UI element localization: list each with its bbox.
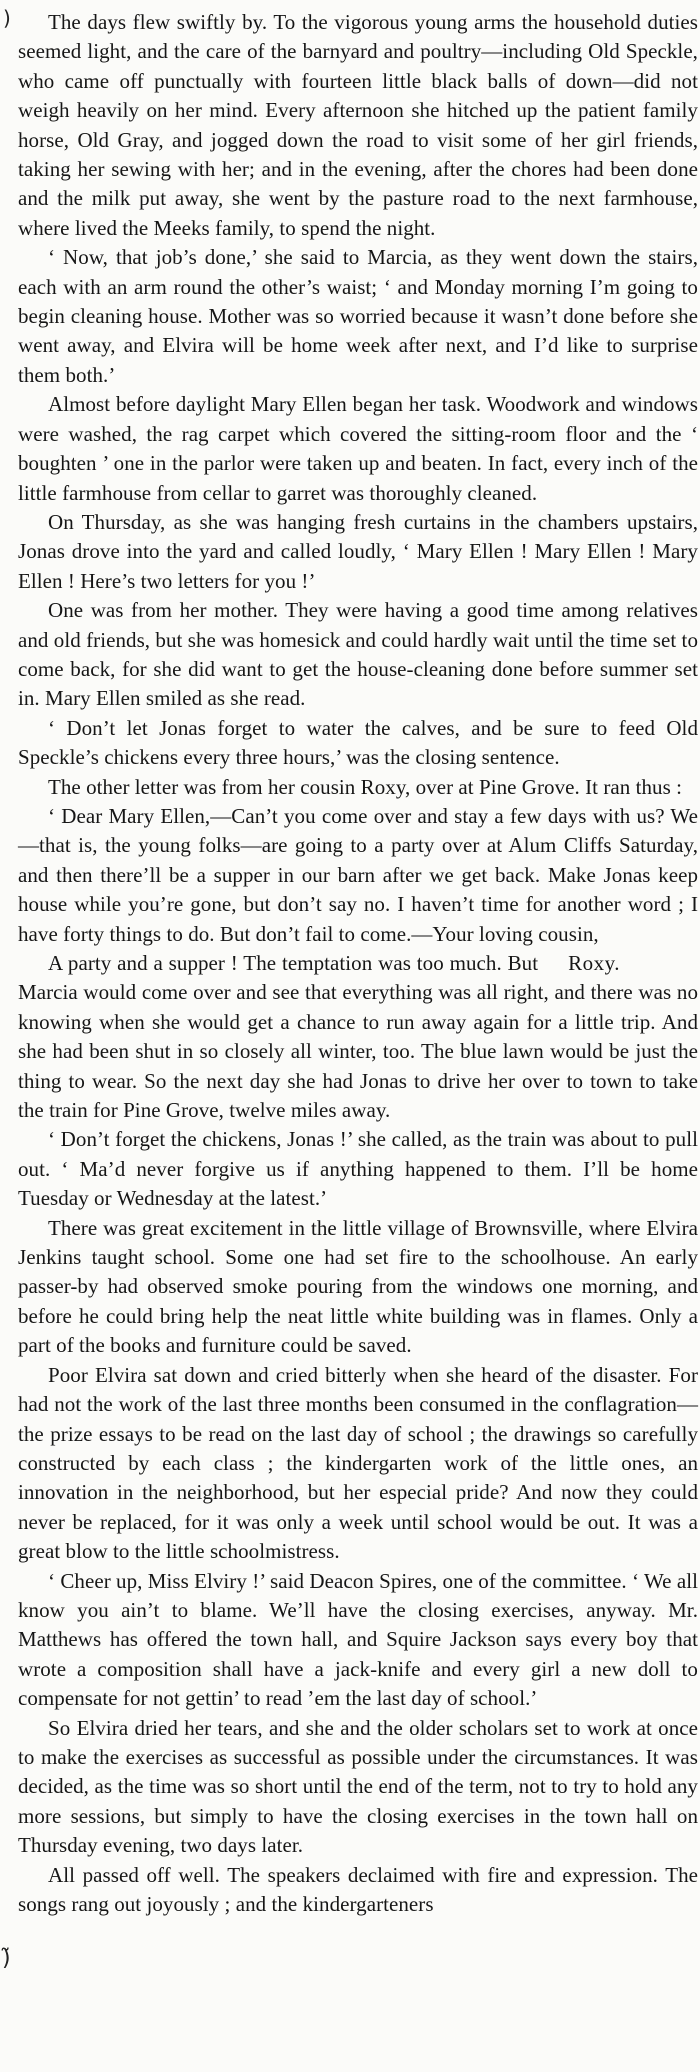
paragraph: All passed off well. The speakers declaimed with fire and expression. The songs rang out joyously ; and the kindergarteners	[18, 1862, 698, 1916]
paragraph: ‘ Now, that job’s done,’ she said to Marcia, as they went down the stairs, each with an arm round the other’s waist; ‘ and Monday morning I’m going to begin cleaning house. Mother was so worried because it wasn’t done before she went away, and Elvira will be home week after next, and I’d like to surprise them both.’	[18, 245, 698, 387]
paragraph: The other letter was from her cousin Roxy, over at Pine Grove. It ran thus :	[48, 774, 683, 799]
paragraph: The days flew swiftly by. To the vigorous young arms the household duties seemed light, and the care of the barnyard and poultry—including Old Speckle, who came off punctually with fourteen little black balls of down—did not weigh heavily on her mind. Every afternoon she hitched up the patient family horse, Old Gray, and jogged down the road to visit some of her girl friends, taking her sewing with her; and in the evening, after the chores had been done and the milk put away, she went by the pasture road to the next farmhouse, where lived the Meeks family, to spend the night.	[18, 10, 698, 240]
letter-signature: Roxy.	[568, 951, 620, 975]
text-column	[18, 8, 698, 1919]
margin-mark-side: )̃	[2, 1946, 11, 1971]
paragraph: A party and a supper ! The temptation was too much. But Marcia would come over and see that everything was all right, and there was no knowing when she would get a chance to run away again for a little trip. And she had been shut in so closely all winter, too. The blue lawn would be just the thing to wear. So the next day she had Jonas to drive her over to town to take the train for Pine Grove, twelve miles away.	[18, 951, 698, 1123]
paragraph: So Elvira dried her tears, and she and the older scholars set to work at once to make the exercises as successful as possible under the circumstances. It was decided, as the time was so short until the end of the term, not to try to hold any more sessions, but simply to have the closing exercises in the town hall on Thursday evening, two days later.	[18, 1715, 698, 1858]
paragraph: Almost before daylight Mary Ellen began her task. Woodwork and windows were washed, the rag carpet which covered the sitting-room floor and the ‘ boughten ’ one in the parlor were taken up and beaten. In fact, every inch of the little farmhouse from cellar to garret was thoroughly cleaned.	[18, 392, 698, 505]
paragraph: ‘ Don’t forget the chickens, Jonas !’ she called, as the train was about to pull out. ‘ Ma’d never forgive us if anything happened to them. I’ll be home Tuesday or Wednesday at the latest.’	[18, 1127, 698, 1211]
paragraph: On Thursday, as she was hanging fresh curtains in the chambers upstairs, Jonas drove into the yard and called loudly, ‘ Mary Ellen ! Mary Ellen ! Mary Ellen ! Here’s two letters for you !’	[18, 509, 698, 593]
margin-mark-top: )	[3, 6, 11, 30]
paragraph: Poor Elvira sat down and cried bitterly when she heard of the disaster. For had not the work of the last three months been consumed in the conflagration—the prize essays to be read on the last day of school ; the drawings so carefully constructed by each class ; the kindergarten work of the little ones, an innovation in the neighborhood, but her especial pride? And now they could never be replaced, for it was only a week until school would be out. It was a great blow to the little schoolmistress.	[18, 1362, 698, 1564]
paragraph: ‘ Don’t let Jonas forget to water the calves, and be sure to feed Old Speckle’s chickens every three hours,’ was the closing sentence.	[18, 715, 698, 770]
paragraph: There was great excitement in the little village of Brownsville, where Elvira Jenkins taught school. Some one had set fire to the schoolhouse. An early passer-by had observed smoke pouring from the windows one morning, and before he could bring help the neat little white building was in flames. Only a part of the books and furniture could be saved.	[18, 1215, 698, 1358]
paragraph: ‘ Cheer up, Miss Elviry !’ said Deacon Spires, one of the committee. ‘ We all know you ain’t to blame. We’ll have the closing exercises, anyway. Mr. Matthews has offered the town hall, and Squire Jackson says every boy that wrote a composition shall have a jack-knife and every girl a new doll to compensate for not gettin’ to read ’em the last day of school.’	[18, 1568, 698, 1711]
letter-text: ‘ Dear Mary Ellen,—Can’t you come over and stay a few days with us? We—that is, the young folks—are going to a party over at Alum Cliffs Saturday, and then there’ll be a supper in our barn after we get back. Make Jonas keep house while you’re gone, but don’t say no. I haven’t time for another word ; I have forty things to do. But don’t fail to come.—Your loving cousin,	[18, 803, 698, 946]
paragraph: One was from her mother. They were having a good time among relatives and old friends, but she was homesick and could hardly wait until the time set to come back, for she did want to get the house-cleaning done before summer set in. Mary Ellen smiled as she read.	[18, 598, 698, 711]
letter-paragraph	[18, 802, 698, 975]
